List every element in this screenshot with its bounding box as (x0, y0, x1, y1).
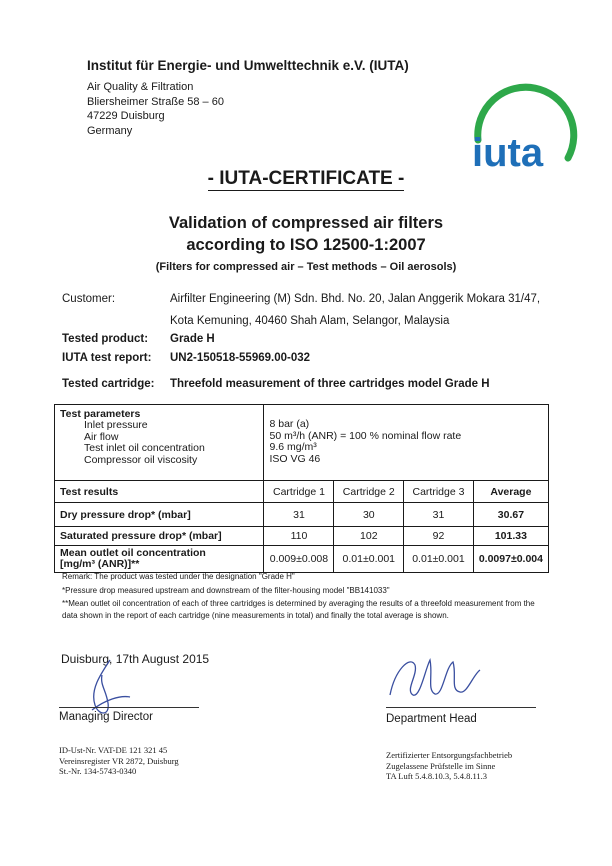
cartridge-value: Threefold measurement of three cartridges model Grade H (170, 378, 490, 390)
managing-director-label: Managing Director (59, 711, 153, 723)
certificate-title: - IUTA-CERTIFICATE - (207, 168, 405, 189)
table-cell: 31 (404, 503, 474, 527)
table-cell: 30 (334, 503, 404, 527)
signature-line-right (386, 707, 536, 708)
param-name: Air flow (84, 430, 119, 443)
place-date: Duisburg, 17th August 2015 (61, 652, 210, 666)
table-cell: 0.0097±0.004 (473, 546, 548, 573)
remark-line: **Mean outlet oil concentration of each of three cartridges is determined by averaging the results of a threefold measurement from the (62, 599, 535, 608)
table-cell: 0.009±0.008 (264, 546, 334, 573)
params-cell (55, 405, 264, 481)
signature-line-left (59, 707, 199, 708)
report-label: IUTA test report: (62, 352, 152, 364)
product-value: Grade H (170, 333, 215, 345)
table-cell: 30.67 (473, 503, 548, 527)
remark-line: data shown in the report of each cartridge (nine measurements in total) and finally the total average is shown. (62, 611, 449, 620)
product-label: Tested product: (62, 333, 149, 345)
customer-line-2: Kota Kemuning, 40460 Shah Alam, Selangor, Malaysia (170, 315, 450, 327)
param-name: Inlet pressure (84, 419, 148, 431)
logo-text: iuta (472, 131, 544, 175)
row-label: Mean outlet oil concentration [mg/m³ (ANR)]** (55, 546, 264, 573)
table-cell: 101.33 (473, 527, 548, 546)
report-value: UN2-150518-55969.00-032 (170, 352, 311, 364)
param-value: 9.6 mg/m³ (269, 441, 317, 453)
remark-line: *Pressure drop measured upstream and downstream of the filter-housing model "BB141033" (62, 586, 390, 595)
address-block (87, 80, 224, 138)
row-label: Dry pressure drop* (mbar] (55, 503, 264, 527)
results-header: Test results (55, 481, 264, 503)
customer-label: Customer: (62, 293, 116, 305)
footer-right: Zertifizierter Entsorgungsfachbetrieb Zugelassene Prüfstelle im Sinne TA Luft 5.4.8.10.3, 5.4.8.11.3 (386, 750, 513, 781)
column-header: Cartridge 2 (334, 481, 404, 503)
footer-left: ID-Ust-Nr. VAT-DE 121 321 45 Vereinsregister VR 2872, Duisburg St.-Nr. 134-5743-0340 (59, 745, 179, 776)
address-line: 47229 Duisburg (87, 110, 165, 122)
department-head-label: Department Head (386, 713, 477, 725)
iuta-logo (468, 80, 584, 180)
column-header: Cartridge 3 (404, 481, 474, 503)
remark-line: Remark: The product was tested under the designation "Grade H" (62, 572, 295, 581)
table-row (55, 527, 549, 546)
address-line: Bliersheimer Straße 58 – 60 (87, 95, 224, 108)
param-value: 8 bar (a) (269, 418, 310, 430)
right-signature-icon (385, 650, 485, 705)
table-cell: 0.01±0.001 (404, 546, 474, 573)
table-cell: 102 (334, 527, 404, 546)
params-header: Test parameters (60, 408, 141, 420)
test-table (54, 404, 549, 573)
address-line: Air Quality & Filtration (87, 81, 194, 93)
table-cell: 31 (264, 503, 334, 527)
row-label: Saturated pressure drop* (mbar] (55, 527, 264, 546)
validation-line-1: Validation of compressed air filters (168, 214, 444, 232)
params-values-cell (264, 405, 549, 481)
cartridge-label: Tested cartridge: (62, 378, 155, 390)
validation-subtitle: (Filters for compressed air – Test methods – Oil aerosols) (155, 261, 457, 273)
param-value: ISO VG 46 (269, 452, 321, 465)
table-cell: 92 (404, 527, 474, 546)
table-cell: 0.01±0.001 (334, 546, 404, 573)
table-cell: 110 (264, 527, 334, 546)
param-name: Compressor oil viscosity (84, 453, 198, 466)
param-value: 50 m³/h (ANR) = 100 % nominal flow rate (269, 429, 462, 442)
column-header: Cartridge 1 (264, 481, 334, 503)
table-row (55, 503, 549, 527)
customer-line-1: Airfilter Engineering (M) Sdn. Bhd. No. 20, Jalan Anggerik Mokara 31/47, (170, 293, 541, 305)
address-line: Germany (87, 124, 133, 137)
institute-name: Institut für Energie- und Umwelttechnik e.V. (IUTA) (87, 58, 409, 73)
table-row (55, 546, 549, 573)
validation-line-2: according to ISO 12500-1:2007 (186, 236, 426, 254)
column-header: Average (473, 481, 548, 503)
param-name: Test inlet oil concentration (84, 442, 205, 454)
